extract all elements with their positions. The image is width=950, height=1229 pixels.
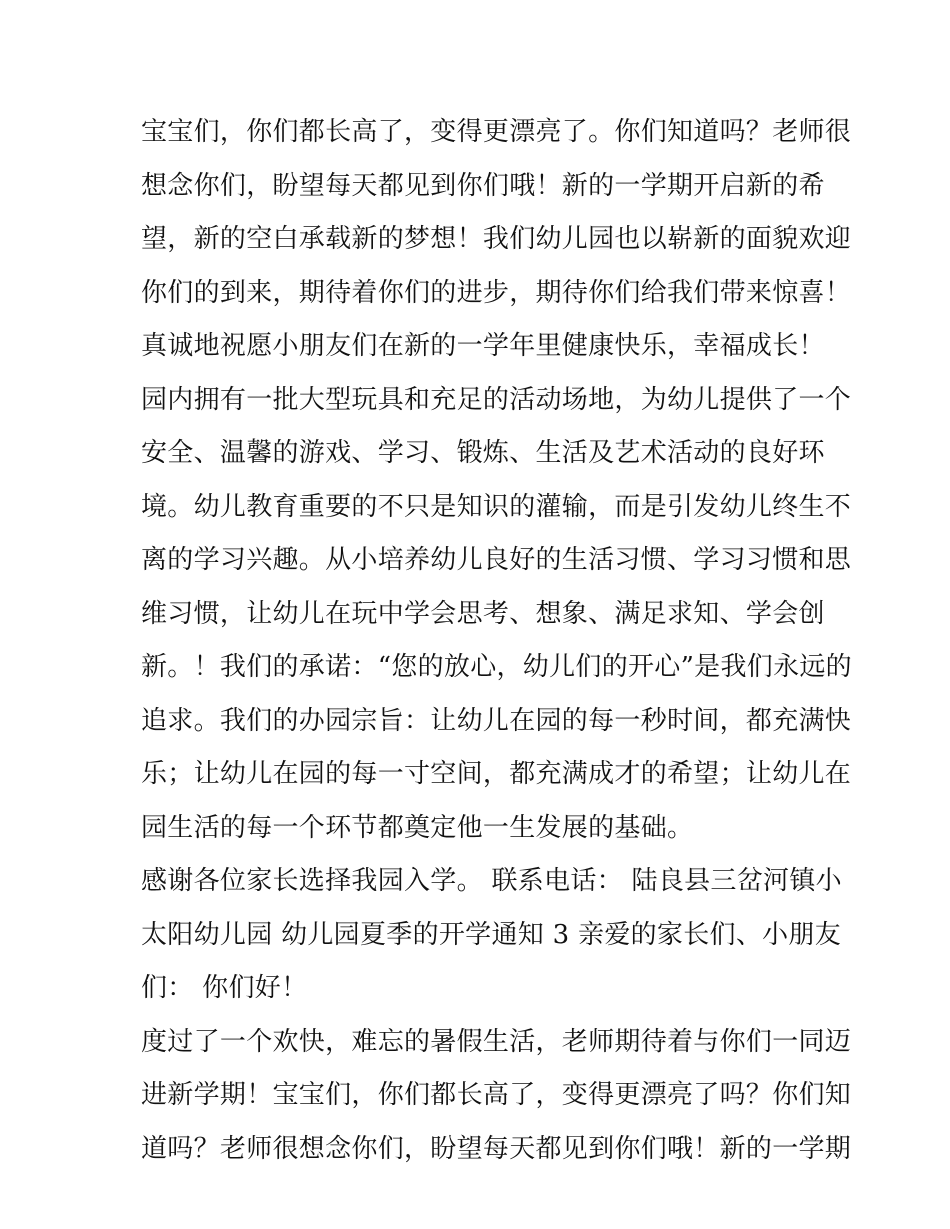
text-line: 太阳幼儿园 幼儿园夏季的开学通知 3 亲爱的家长们、小朋友 bbox=[141, 919, 842, 950]
text-line: 境。幼儿教育重要的不只是知识的灌输，而是引发幼儿终生不 bbox=[141, 491, 852, 522]
text-line: 感谢各位家长选择我园入学。 联系电话： 陆良县三岔河镇小 bbox=[141, 866, 842, 896]
text-line: 宝宝们，你们都长高了，变得更漂亮了。你们知道吗？老师很 bbox=[141, 117, 852, 147]
text-line: 乐；让幼儿在园的每一寸空间，都充满成才的希望；让幼儿在 bbox=[141, 759, 852, 789]
text-line: 进新学期！宝宝们，你们都长高了，变得更漂亮了吗？你们知 bbox=[141, 1080, 852, 1110]
text-line: 园内拥有一批大型玩具和充足的活动场地，为幼儿提供了一个 bbox=[141, 384, 852, 415]
text-line: 真诚地祝愿小朋友们在新的一学年里健康快乐，幸福成长！ bbox=[141, 331, 825, 361]
text-line: 道吗？老师很想念你们，盼望每天都见到你们哦！新的一学期 bbox=[141, 1133, 852, 1164]
document-body bbox=[141, 106, 852, 1176]
text-line: 新。！我们的承诺：“您的放心，幼儿们的开心”是我们永远的 bbox=[141, 652, 852, 682]
text-line: 安全、温馨的游戏、学习、锻炼、生活及艺术活动的良好环 bbox=[141, 438, 825, 468]
text-line: 想念你们，盼望每天都见到你们哦！新的一学期开启新的希 bbox=[141, 170, 825, 201]
text-line: 你们的到来，期待着你们的进步，期待你们给我们带来惊喜！ bbox=[141, 277, 852, 308]
text-line: 离的学习兴趣。从小培养幼儿良好的生活习惯、学习习惯和思 bbox=[141, 545, 852, 575]
text-line: 园生活的每一个环节都奠定他一生发展的基础。 bbox=[141, 812, 694, 843]
text-line: 追求。我们的办园宗旨：让幼儿在园的每一秒时间，都充满快 bbox=[141, 705, 852, 736]
text-line: 望，新的空白承载新的梦想！我们幼儿园也以崭新的面貌欢迎 bbox=[141, 224, 852, 254]
text-line: 度过了一个欢快，难忘的暑假生活，老师期待着与你们一同迈 bbox=[141, 1026, 852, 1057]
text-line: 维习惯，让幼儿在玩中学会思考、想象、满足求知、学会创 bbox=[141, 598, 825, 629]
text-line: 们： 你们好！ bbox=[141, 973, 308, 1003]
